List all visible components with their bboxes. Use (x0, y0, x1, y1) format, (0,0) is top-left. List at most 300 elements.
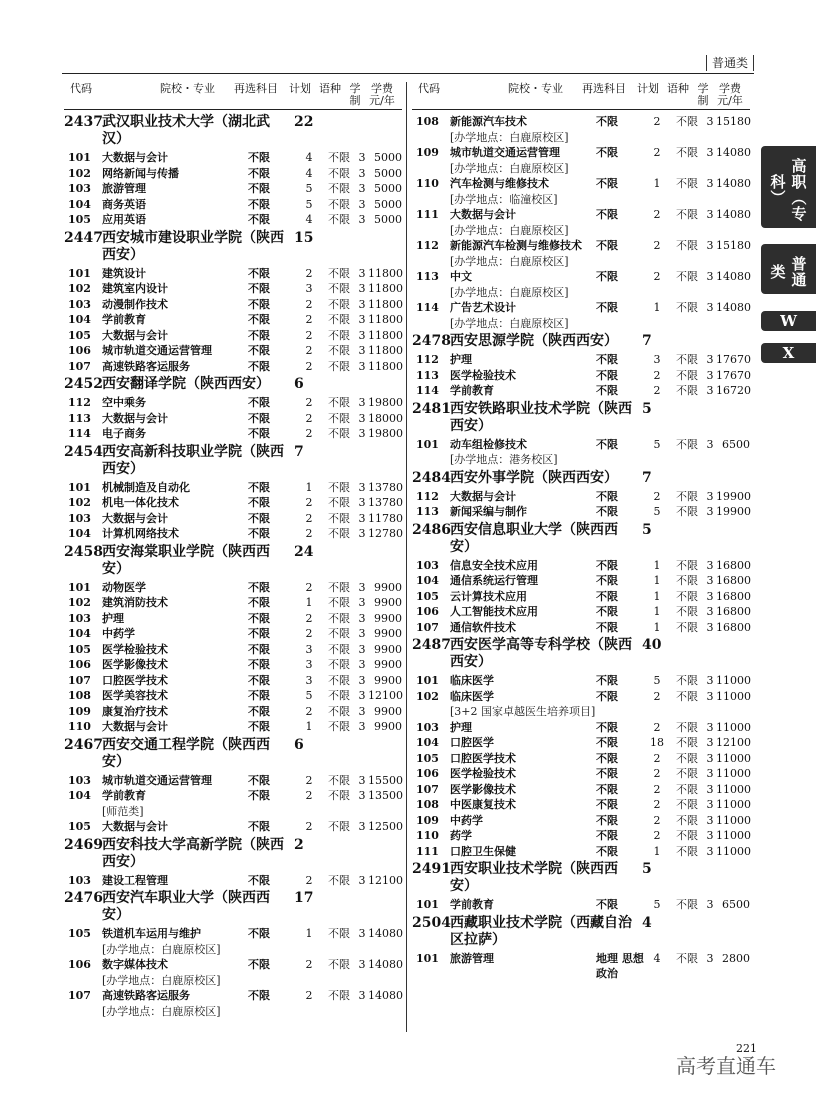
major-name: 医学检验技术 (450, 368, 516, 382)
major-fee: 16800 (716, 558, 751, 572)
major-fee: 5000 (374, 182, 402, 195)
major-code: 103 (68, 611, 91, 625)
major-fee: 11000 (716, 798, 751, 811)
major-note: [办学地点：白鹿原校区] (102, 973, 221, 987)
major-plan: 2 (305, 789, 313, 802)
major-language: 不限 (676, 558, 698, 572)
major-subject: 不限 (596, 736, 618, 749)
major-subject: 不限 (596, 558, 618, 572)
major-fee: 16800 (716, 620, 751, 634)
major-subject: 不限 (248, 689, 270, 702)
major-fee: 11000 (716, 689, 751, 703)
major-subject: 不限 (248, 789, 270, 802)
major-fee: 14080 (368, 958, 403, 971)
major-name: 建筑室内设计 (102, 282, 168, 295)
major-subject: 不限 (596, 505, 618, 518)
major-language: 不限 (328, 197, 350, 211)
major-code: 113 (416, 368, 439, 382)
major-plan: 4 (653, 951, 661, 965)
school-name: 西安思源学院（陕西西安） (450, 333, 618, 349)
major-name: 中药学 (102, 627, 135, 640)
major-language: 不限 (328, 213, 350, 226)
major-years: 3 (706, 720, 714, 734)
major-years: 3 (706, 689, 714, 703)
major-plan: 2 (653, 368, 661, 382)
major-name: 计算机网络技术 (102, 527, 179, 540)
major-name: 口腔医学技术 (450, 751, 516, 765)
major-subject: 不限 (248, 927, 270, 940)
school-plan: 40 (642, 637, 662, 653)
major-name: 口腔医学 (450, 736, 494, 749)
school-code: 2478 (412, 333, 451, 349)
major-name: 医学美容技术 (102, 689, 168, 702)
major-name: 机电一体化技术 (102, 496, 179, 509)
major-fee: 2800 (722, 951, 750, 965)
major-subject: 不限 (596, 767, 618, 780)
major-subject: 不限 (596, 489, 618, 503)
major-language: 不限 (676, 489, 698, 503)
major-row (412, 897, 750, 913)
school-code: 2491 (412, 861, 451, 877)
major-subject: 不限 (248, 182, 270, 195)
major-years: 3 (706, 605, 714, 618)
major-subject: 不限 (248, 642, 270, 656)
school-name: 西安翻译学院（陕西西安） (102, 376, 270, 392)
major-fee: 11800 (368, 266, 403, 280)
school-code: 2504 (412, 914, 451, 931)
major-subject: 不限 (248, 359, 270, 373)
major-fee: 11000 (716, 782, 751, 796)
school-name: 西安高新科技职业学院（陕西西安） (102, 443, 284, 477)
major-language: 不限 (328, 297, 350, 311)
major-years: 3 (358, 789, 366, 802)
major-name: 空中乘务 (102, 396, 146, 409)
major-subject: 不限 (596, 674, 618, 687)
major-language: 不限 (328, 689, 350, 702)
major-plan: 2 (305, 496, 313, 509)
major-fee: 12100 (368, 873, 403, 887)
major-subject: 不限 (248, 958, 270, 971)
major-code: 104 (68, 313, 91, 326)
major-fee: 11000 (716, 751, 751, 765)
major-name: 高速铁路客运服务 (102, 359, 190, 373)
major-row (64, 719, 402, 735)
major-plan: 2 (653, 239, 661, 252)
major-years: 3 (358, 182, 366, 195)
major-name: 铁道机车运用与维护 (102, 927, 201, 940)
school-code: 2487 (412, 637, 451, 653)
major-code: 106 (68, 658, 91, 671)
major-subject: 不限 (596, 689, 618, 703)
major-code: 109 (416, 146, 439, 159)
major-subject: 不限 (596, 384, 618, 397)
major-years: 3 (358, 927, 366, 940)
major-code: 104 (416, 574, 439, 587)
major-name: 云计算技术应用 (450, 589, 527, 603)
major-fee: 14080 (368, 989, 403, 1002)
major-fee: 17670 (716, 368, 751, 382)
major-plan: 3 (305, 673, 313, 687)
major-subject: 不限 (248, 396, 270, 409)
major-plan: 2 (305, 313, 313, 326)
major-plan: 3 (653, 353, 661, 366)
major-fee: 5000 (374, 197, 402, 211)
school-row (412, 470, 750, 487)
major-row (64, 673, 402, 689)
major-code: 105 (68, 927, 91, 940)
major-plan: 2 (305, 580, 313, 594)
major-row (64, 819, 402, 835)
left-column (64, 75, 402, 1019)
major-fee: 19900 (716, 505, 751, 518)
major-code: 114 (416, 384, 439, 397)
major-subject: 不限 (596, 574, 618, 587)
major-plan: 1 (653, 589, 661, 603)
major-plan: 2 (305, 266, 313, 280)
major-name: 建筑设计 (102, 266, 146, 280)
major-subject: 不限 (248, 328, 270, 342)
major-code: 107 (68, 673, 91, 687)
major-note: [师范类] (102, 804, 144, 818)
major-language: 不限 (676, 751, 698, 765)
major-code: 112 (416, 239, 439, 252)
major-subject: 不限 (248, 480, 270, 494)
major-language: 不限 (676, 767, 698, 780)
school-plan: 2 (294, 836, 304, 853)
major-language: 不限 (676, 736, 698, 749)
major-code: 105 (68, 213, 91, 226)
major-fee: 11800 (368, 359, 403, 373)
major-fee: 9900 (374, 673, 402, 687)
major-years: 3 (706, 239, 714, 252)
major-subject: 不限 (596, 437, 618, 451)
major-subject: 不限 (248, 627, 270, 640)
major-code: 110 (416, 829, 439, 842)
major-plan: 3 (305, 282, 313, 295)
header-language: 语种 (667, 82, 689, 95)
major-plan: 2 (653, 767, 661, 780)
school-row (64, 444, 402, 478)
major-years: 3 (358, 297, 366, 311)
major-row (64, 281, 402, 297)
major-row (412, 114, 750, 130)
major-code: 108 (416, 798, 439, 811)
school-name: 武汉职业技术大学（湖北武汉） (102, 114, 270, 147)
major-language: 不限 (676, 353, 698, 366)
major-language: 不限 (328, 166, 350, 180)
major-years: 3 (358, 689, 366, 702)
major-subject: 不限 (248, 266, 270, 280)
major-fee: 12780 (368, 527, 403, 540)
header-school-major: 院校・专业 (508, 82, 563, 95)
major-fee: 12100 (368, 689, 403, 702)
school-plan: 17 (294, 890, 314, 906)
major-language: 不限 (328, 873, 350, 887)
major-name: 应用英语 (102, 213, 146, 226)
major-subject: 不限 (248, 427, 270, 440)
major-name: 动车组检修技术 (450, 437, 527, 451)
major-row (64, 873, 402, 889)
major-row (412, 176, 750, 192)
major-plan: 1 (653, 605, 661, 618)
school-name: 西安汽车职业大学（陕西西安） (102, 890, 270, 923)
major-language: 不限 (328, 658, 350, 671)
major-fee: 14080 (368, 927, 403, 940)
major-row (64, 181, 402, 197)
major-code: 101 (416, 951, 439, 965)
major-language: 不限 (328, 704, 350, 718)
major-plan: 4 (305, 151, 313, 164)
major-row (64, 704, 402, 720)
major-fee: 13780 (368, 496, 403, 509)
major-code: 102 (68, 496, 91, 509)
major-row (412, 300, 750, 316)
major-years: 3 (706, 115, 714, 128)
major-row (64, 580, 402, 596)
major-row (64, 688, 402, 704)
school-code: 2481 (412, 400, 451, 417)
watermark: 高考直通车 (676, 1054, 776, 1078)
major-name: 旅游管理 (450, 951, 494, 965)
major-plan: 2 (305, 411, 313, 425)
major-language: 不限 (328, 611, 350, 625)
major-row (64, 642, 402, 658)
major-subject: 不限 (596, 720, 618, 734)
school-code: 2437 (64, 114, 103, 130)
major-name: 护理 (102, 611, 124, 625)
major-fee: 15180 (716, 115, 751, 128)
major-name: 电子商务 (102, 427, 146, 440)
school-plan: 5 (642, 400, 652, 417)
major-plan: 2 (305, 328, 313, 342)
major-code: 113 (68, 411, 91, 425)
major-years: 3 (358, 658, 366, 671)
major-years: 3 (358, 527, 366, 540)
school-code: 2454 (64, 443, 103, 460)
header-language: 语种 (319, 82, 341, 95)
school-plan: 4 (642, 914, 652, 931)
major-row (412, 589, 750, 605)
major-years: 3 (706, 782, 714, 796)
major-code: 112 (68, 396, 91, 409)
major-language: 不限 (676, 437, 698, 451)
major-name: 城市轨道交通运营管理 (102, 344, 212, 357)
school-row (64, 890, 402, 924)
major-years: 3 (358, 266, 366, 280)
school-row (412, 915, 750, 949)
major-code: 103 (68, 773, 91, 787)
major-plan: 2 (305, 359, 313, 373)
school-code: 2469 (64, 836, 103, 853)
school-code: 2476 (64, 890, 103, 906)
major-name: 大数据与会计 (450, 489, 516, 503)
major-name: 动物医学 (102, 580, 146, 594)
major-subject: 不限 (248, 197, 270, 211)
major-subject: 不限 (596, 605, 618, 618)
school-plan: 6 (294, 736, 304, 753)
major-code: 103 (68, 182, 91, 195)
major-code: 110 (416, 177, 439, 190)
major-years: 3 (358, 627, 366, 640)
major-name: 口腔医学技术 (102, 673, 168, 687)
major-plan: 5 (653, 437, 661, 451)
major-years: 3 (358, 427, 366, 440)
major-plan: 1 (653, 558, 661, 572)
major-plan: 3 (305, 642, 313, 656)
major-subject: 不限 (596, 353, 618, 366)
major-subject: 不限 (596, 146, 618, 159)
major-name: 医学检验技术 (102, 642, 168, 656)
major-years: 3 (706, 620, 714, 634)
major-row (412, 145, 750, 161)
major-row (412, 689, 750, 705)
major-row (412, 620, 750, 636)
side-tab-general[interactable]: 普通类 (761, 244, 816, 294)
major-subject: 不限 (248, 411, 270, 425)
major-plan: 5 (653, 898, 661, 911)
major-code: 104 (68, 789, 91, 802)
major-fee: 11000 (716, 813, 751, 827)
major-language: 不限 (328, 396, 350, 409)
major-code: 103 (68, 511, 91, 525)
major-fee: 12100 (716, 736, 751, 749)
major-row (412, 766, 750, 782)
header-code: 代码 (70, 82, 92, 95)
major-years: 3 (706, 384, 714, 397)
major-years: 3 (706, 505, 714, 518)
major-row (412, 813, 750, 829)
major-plan: 2 (305, 396, 313, 409)
school-name: 西安铁路职业技术学院（陕西西安） (450, 400, 632, 434)
header-plan: 计划 (637, 82, 659, 95)
major-years: 3 (358, 166, 366, 180)
right-column (412, 75, 750, 982)
major-subject: 不限 (248, 720, 270, 733)
school-plan: 22 (294, 114, 314, 130)
major-code: 102 (68, 596, 91, 609)
major-name: 数字媒体技术 (102, 958, 168, 971)
school-row (412, 522, 750, 556)
major-subject: 不限 (596, 620, 618, 634)
major-years: 3 (706, 368, 714, 382)
side-tab-vocational[interactable]: 高职（专科） (761, 146, 816, 228)
major-subject: 不限 (248, 527, 270, 540)
header-subject: 再选科目 (234, 82, 278, 95)
major-language: 不限 (328, 673, 350, 687)
major-name: 中药学 (450, 813, 483, 827)
major-row (64, 312, 402, 328)
major-name: 医学检验技术 (450, 767, 516, 780)
school-plan: 7 (642, 333, 652, 349)
major-name: 医学影像技术 (450, 782, 516, 796)
major-name: 商务英语 (102, 197, 146, 211)
major-plan: 2 (653, 798, 661, 811)
major-language: 不限 (676, 798, 698, 811)
major-fee: 9900 (374, 720, 402, 733)
major-years: 3 (358, 642, 366, 656)
major-years: 3 (706, 270, 714, 283)
side-tab-w[interactable]: W (761, 311, 816, 331)
major-name: 高速铁路客运服务 (102, 989, 190, 1002)
major-fee: 17670 (716, 353, 751, 366)
major-row (412, 735, 750, 751)
major-language: 不限 (676, 384, 698, 397)
major-name: 机械制造及自动化 (102, 480, 190, 494)
major-row (64, 595, 402, 611)
major-row (412, 720, 750, 736)
major-language: 不限 (328, 789, 350, 802)
major-row (64, 511, 402, 527)
school-name: 西安交通工程学院（陕西西安） (102, 736, 270, 770)
right-rows (412, 114, 750, 982)
column-header (64, 75, 402, 110)
major-name: 学前教育 (450, 384, 494, 397)
major-fee: 12500 (368, 820, 403, 833)
major-code: 105 (68, 820, 91, 833)
major-fee: 19800 (368, 396, 403, 409)
major-fee: 11800 (368, 282, 403, 295)
major-plan: 2 (653, 115, 661, 128)
major-code: 101 (68, 151, 91, 164)
major-plan: 2 (305, 958, 313, 971)
major-language: 不限 (676, 177, 698, 190)
school-row (412, 333, 750, 350)
major-years: 3 (358, 213, 366, 226)
major-years: 3 (706, 489, 714, 503)
major-name: 城市轨道交通运营管理 (450, 146, 560, 159)
major-plan: 1 (305, 927, 313, 940)
major-years: 3 (358, 313, 366, 326)
header-subject: 再选科目 (582, 82, 626, 95)
major-name: 护理 (450, 720, 472, 734)
major-subject: 不限 (248, 989, 270, 1002)
major-plan: 2 (653, 689, 661, 703)
major-plan: 2 (653, 208, 661, 221)
major-years: 3 (358, 282, 366, 295)
major-plan: 2 (305, 344, 313, 357)
header-fee: 学费元/年 (717, 82, 743, 107)
major-years: 3 (706, 751, 714, 765)
school-code: 2486 (412, 521, 451, 538)
major-fee: 18000 (368, 411, 403, 425)
major-row (412, 751, 750, 767)
major-plan: 5 (305, 197, 313, 211)
major-plan: 2 (305, 773, 313, 787)
school-row (64, 230, 402, 264)
major-language: 不限 (676, 239, 698, 252)
major-fee: 6500 (722, 898, 750, 911)
school-row (412, 637, 750, 671)
major-code: 106 (68, 344, 91, 357)
side-tab-x[interactable]: X (761, 343, 816, 363)
school-plan: 7 (642, 469, 652, 486)
major-fee: 11000 (716, 767, 751, 780)
major-language: 不限 (328, 511, 350, 525)
major-subject: 不限 (248, 297, 270, 311)
school-code: 2484 (412, 469, 451, 486)
major-row (412, 558, 750, 574)
major-code: 101 (416, 674, 439, 687)
major-subject: 不限 (248, 496, 270, 509)
major-row (64, 328, 402, 344)
major-fee: 5000 (374, 151, 402, 164)
left-rows (64, 114, 402, 1019)
major-fee: 9900 (374, 642, 402, 656)
major-code: 101 (68, 480, 91, 494)
major-years: 3 (358, 344, 366, 357)
major-row (412, 352, 750, 368)
major-years: 3 (706, 798, 714, 811)
